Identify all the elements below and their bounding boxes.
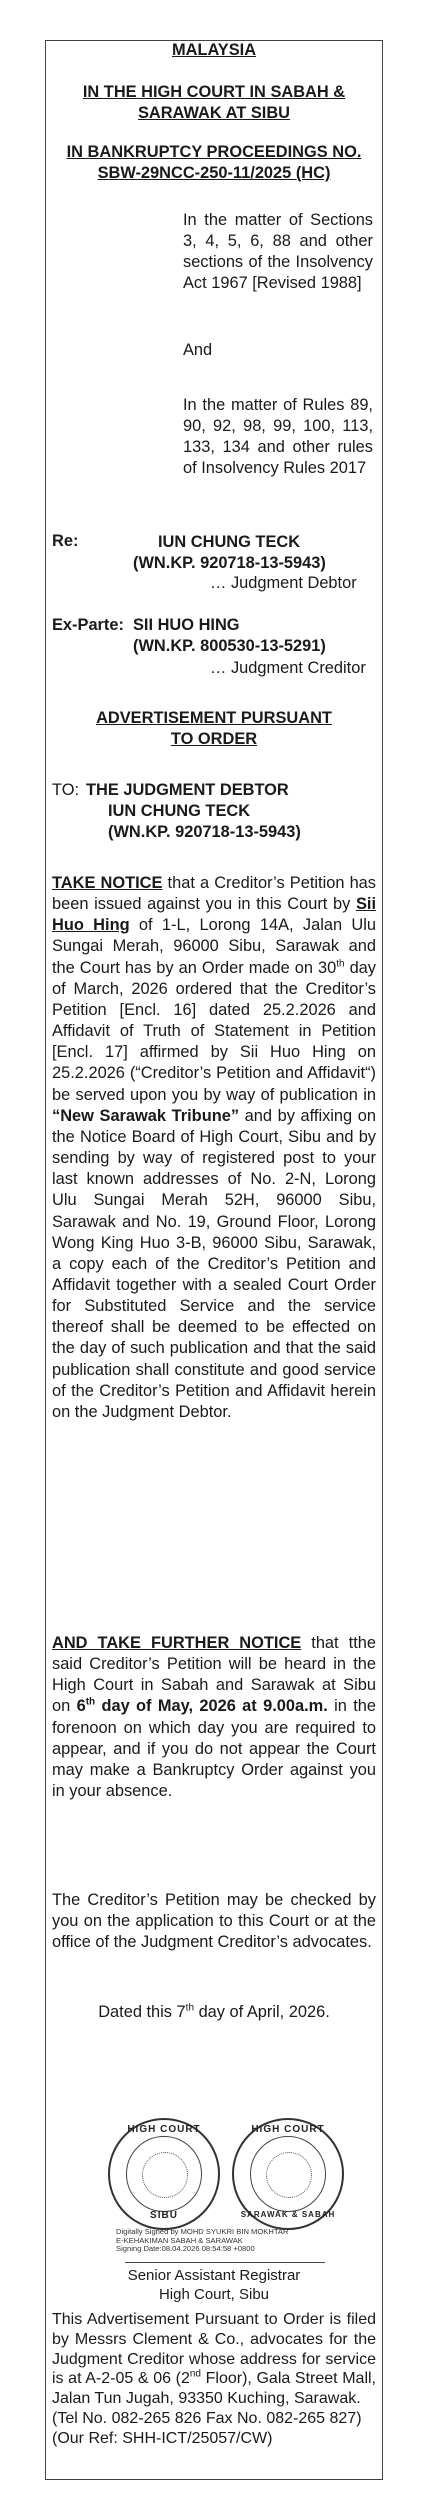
matter-insolvency-act: In the matter of Sections 3, 4, 5, 6, 88 and other sections of the Insolvency Act 1967 [Revised 1988] xyxy=(183,211,373,293)
judgment-debtor-role: … Judgment Debtor xyxy=(210,574,357,592)
header-country: MALAYSIA xyxy=(171,41,257,59)
re-label: Re: xyxy=(52,532,79,550)
high-court-sarawak-sabah-seal: HIGH COURT SARAWAK & SABAH xyxy=(232,2118,344,2230)
registrar-block: Senior Assistant Registrar High Court, Sibu xyxy=(127,2267,301,2304)
header-proceedings: IN BANKRUPTCY PROCEEDINGS NO. SBW-29NCC-250-11/2025 (HC) xyxy=(66,143,362,183)
newspaper-name: “New Sarawak Tribune” xyxy=(52,1106,240,1125)
filing-advocates-paragraph: This Advertisement Pursuant to Order is filed by Messrs Clement & Co., advocates for the Judgment Creditor whose address for service is at A-2-05 & 06 (2nd Floor), Gala Street Mall, Jalan Tun Jugah, 93350 Kuching, Sarawak. (Tel No. 082-265 826 Fax No. 082-265 827) (Our Ref: SHH-ICT/25057/CW) xyxy=(52,2311,376,2447)
to-label: TO: xyxy=(52,781,80,799)
judgment-debtor-block: IUN CHUNG TECK xyxy=(158,533,301,551)
further-notice-lead: AND TAKE FURTHER NOTICE xyxy=(52,1634,302,1652)
header-court: IN THE HIGH COURT IN SABAH & SARAWAK AT SIBU xyxy=(82,83,346,123)
matter-and: And xyxy=(183,341,213,359)
signature-rule xyxy=(125,2262,325,2263)
to-addressee: THE JUDGMENT DEBTOR IUN CHUNG TECK (WN.KP. 920718-13-5943) xyxy=(86,781,301,842)
digital-signature: Digitally Signed by MOHD SYUKRI BIN MOKHTAR E-KEHAKIMAN SABAH & SARAWAK Signing Date:08.04.2026 08:54:58 +0800 xyxy=(116,2227,289,2254)
take-notice-paragraph: TAKE NOTICE that a Creditor’s Petition has been issued against you in this Court by Sii Huo Hing of 1-L, Lorong 14A, Jalan Ulu Sungai Merah, 96000 Sibu, Sarawak and the Court has by an Order made on 30th day of March, 2026 ordered that the Creditor’s Petition [Encl. 16] dated 25.2.2026 and Affidavit of Truth of Statement in Petition [Encl. 17] affirmed by Sii Huo Hing on 25.2.2026 (“Creditor’s Petition and Affidavit“) be served upon you by way of publication in “New Sarawak Tribune” and by affixing on the Notice Board of High Court, Sibu and by sending by way of registered post to your last known addresses of No. 2-N, Lorong Ulu Sungai Merah 52H, 96000 Sibu, Sarawak and No. 19, Ground Floor, Lorong Wong King Huo 3-B, 96000 Sibu, Sarawak, a copy each of the Creditor’s Petition and Affidavit together with a sealed Court Order for Substituted Service and the service thereof shall be deemed to be effected on the day of such publication and that the said publication shall constitute and good service of the Creditor’s Petition and Affidavit herein on the Judgment Debtor. xyxy=(52,874,376,1421)
dated-line: Dated this 7th day of April, 2026. xyxy=(98,2002,330,2021)
further-notice-paragraph: AND TAKE FURTHER NOTICE that tthe said Creditor’s Petition will be heard in the High Court in Sabah and Sarawak at Sibu on 6th day of May, 2026 at 9.00a.m. in the forenoon on which day you are required to appear, and if you do not appear the Court may make a Bankruptcy Order against you in your absence. xyxy=(52,1634,376,1801)
ex-parte-label: Ex-Parte: xyxy=(52,616,124,634)
judgment-creditor-id: (WN.KP. 800530-13-5291) xyxy=(133,637,326,655)
take-notice-lead: TAKE NOTICE xyxy=(52,874,163,892)
judgment-debtor-id-block: (WN.KP. 920718-13-5943) xyxy=(133,554,326,572)
matter-insolvency-rules: In the matter of Rules 89, 90, 92, 98, 99, 100, 113, 133, 134 and other rules of Insolvency Rules 2017 xyxy=(183,396,373,478)
petition-check-paragraph: The Creditor’s Petition may be checked by you on the application to this Court or at the office of the Judgment Creditor’s advocates. xyxy=(52,1891,376,1952)
advertisement-title: ADVERTISEMENT PURSUANT TO ORDER xyxy=(96,709,332,749)
judgment-creditor-name: SII HUO HING xyxy=(133,616,240,634)
hearing-date: 6th day of May, 2026 at 9.00a.m. xyxy=(76,1697,328,1716)
judgment-creditor-role: … Judgment Creditor xyxy=(210,659,366,677)
high-court-sibu-seal: HIGH COURT SIBU xyxy=(108,2118,220,2230)
creditor-name-inline: Sii Huo Hing xyxy=(52,895,376,935)
